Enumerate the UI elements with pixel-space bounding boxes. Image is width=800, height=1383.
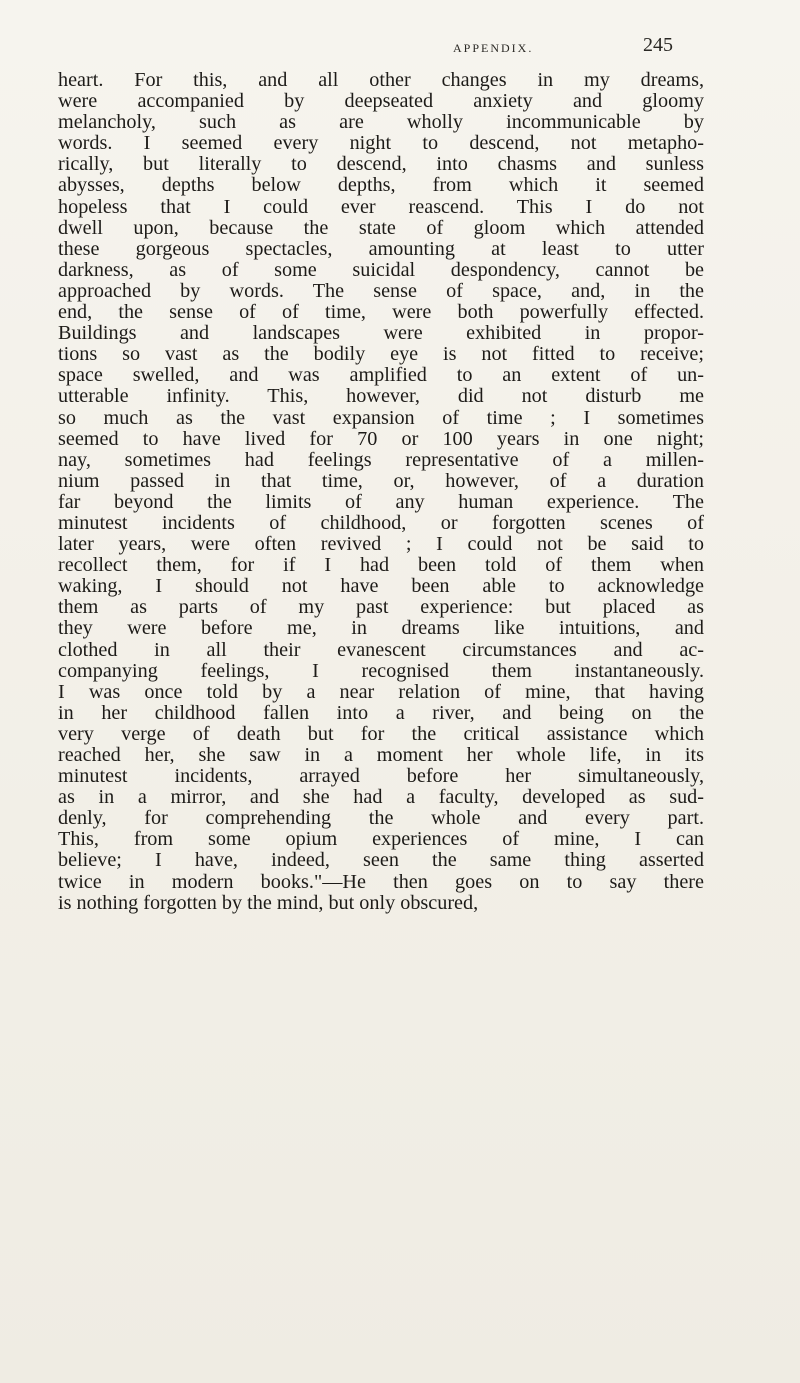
text-line: abysses, depths below depths, from which it seemed: [58, 175, 704, 197]
page-number: 245: [643, 34, 673, 56]
text-line: heart. For this, and all other changes in my dreams,: [58, 70, 704, 91]
text-line: darkness, as of some suicidal despondency, cannot be: [58, 259, 704, 281]
text-line: so much as the vast expansion of time ; I sometimes: [58, 407, 704, 429]
text-line: as in a mirror, and she had a faculty, developed as sud-: [58, 787, 704, 809]
text-line: believe; I have, indeed, seen the same thing asserted: [58, 850, 704, 872]
text-line: in her childhood fallen into a river, and being on the: [58, 702, 704, 724]
text-line: end, the sense of of time, were both powerfully effected.: [58, 302, 704, 324]
text-line: later years, were often revived ; I could not be said to: [58, 534, 704, 556]
text-line: approached by words. The sense of space, and, in the: [58, 280, 704, 302]
text-line: were accompanied by deepseated anxiety and gloomy: [58, 91, 704, 113]
text-line: rically, but literally to descend, into chasms and sunless: [58, 154, 704, 176]
text-line: denly, for comprehending the whole and every part.: [58, 808, 704, 830]
text-line: them as parts of my past experience: but placed as: [58, 597, 704, 619]
text-line: minutest incidents, arrayed before her simultaneously,: [58, 766, 704, 788]
text-line: recollect them, for if I had been told of them when: [58, 555, 704, 577]
text-line: companying feelings, I recognised them instantaneously.: [58, 660, 704, 682]
body-text: [58, 70, 704, 914]
text-line: nium passed in that time, or, however, of a duration: [58, 470, 704, 492]
text-line: they were before me, in dreams like intuitions, and: [58, 618, 704, 640]
text-line: twice in modern books."—He then goes on to say there: [58, 871, 704, 893]
text-line: minutest incidents of childhood, or forgotten scenes of: [58, 512, 704, 534]
text-line: hopeless that I could ever reascend. This I do not: [58, 196, 704, 218]
text-line: tions so vast as the bodily eye is not fitted to receive;: [58, 344, 704, 366]
text-line: space swelled, and was amplified to an extent of un-: [58, 365, 704, 387]
text-line: Buildings and landscapes were exhibited in propor-: [58, 323, 704, 345]
text-line: melancholy, such as are wholly incommunicable by: [58, 112, 704, 134]
text-line: is nothing forgotten by the mind, but only obscured,: [58, 892, 479, 914]
text-line: waking, I should not have been able to acknowledge: [58, 576, 704, 598]
text-line: clothed in all their evanescent circumstances and ac-: [58, 639, 704, 661]
text-line: these gorgeous spectacles, amounting at least to utter: [58, 238, 704, 260]
text-line: words. I seemed every night to descend, not metapho-: [58, 133, 704, 155]
running-head: APPENDIX.: [453, 41, 534, 55]
text-line: reached her, she saw in a moment her whole life, in its: [58, 745, 704, 766]
text-line: I was once told by a near relation of mine, that having: [58, 681, 704, 703]
text-line: seemed to have lived for 70 or 100 years in one night;: [58, 428, 704, 450]
text-line: far beyond the limits of any human experience. The: [58, 491, 704, 513]
text-line: nay, sometimes had feelings representative of a millen-: [58, 449, 704, 471]
text-line: dwell upon, because the state of gloom which attended: [58, 217, 704, 239]
text-line: This, from some opium experiences of mine, I can: [58, 829, 704, 851]
text-line: very verge of death but for the critical assistance which: [58, 723, 704, 745]
text-line: utterable infinity. This, however, did not disturb me: [58, 386, 704, 408]
